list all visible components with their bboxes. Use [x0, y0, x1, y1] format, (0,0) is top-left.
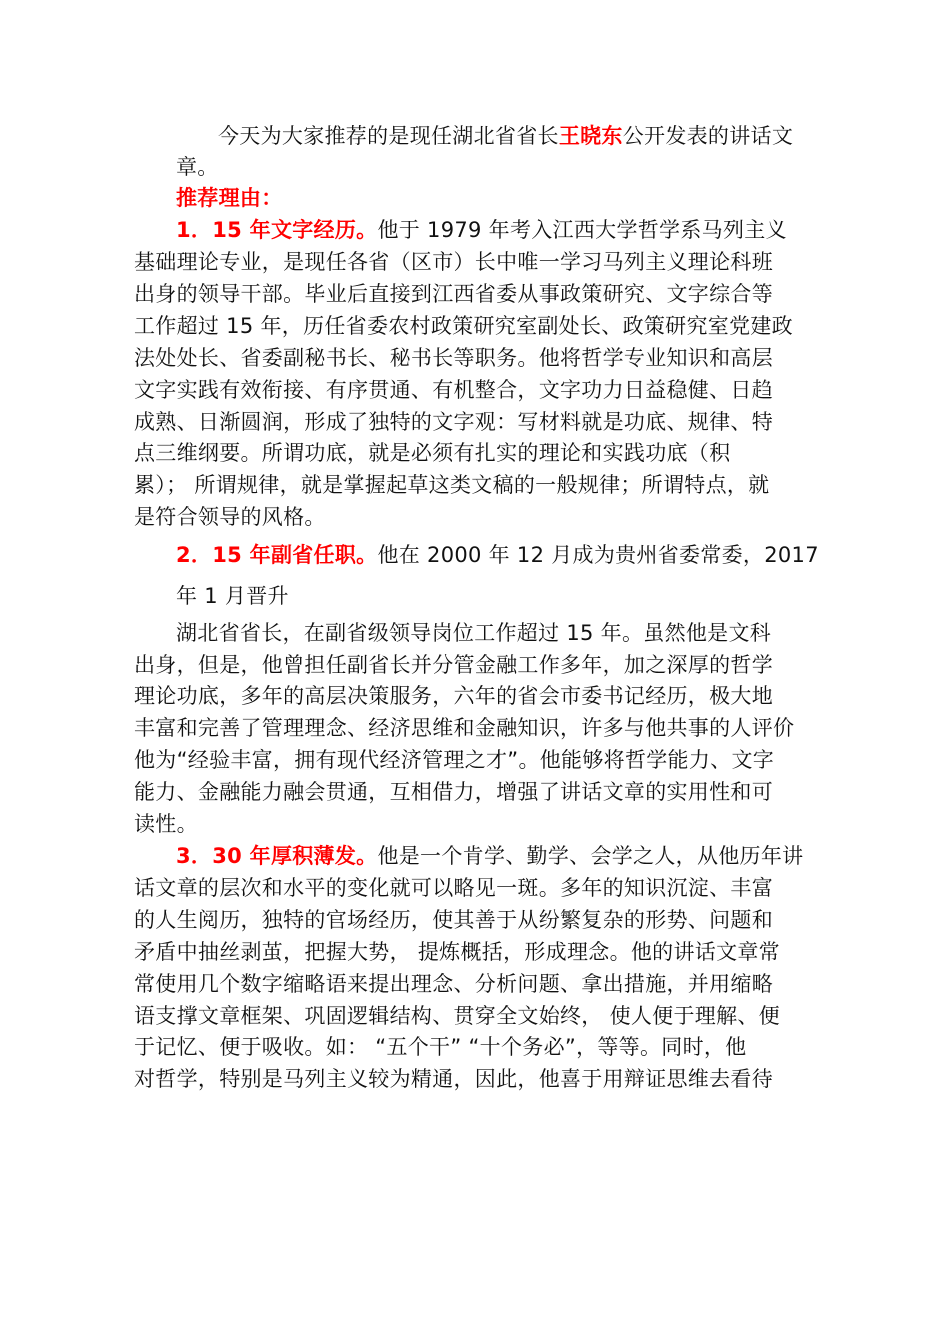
reason-2-line: 他为“经验丰富，拥有现代经济管理之才”。他能够将哲学能力、文字 — [134, 748, 775, 772]
reason-2-line: 丰富和完善了管理理念、经济思维和金融知识，许多与他共事的人评价 — [134, 716, 795, 740]
governor-name: 王晓东 — [558, 124, 623, 148]
reason-2-first-line — [176, 540, 819, 570]
reason-3-line: 语支撑文章框架、巩固逻辑结构、贯穿全文始终， 使人便于理解、便 — [134, 1004, 780, 1028]
reason-1-line: 成熟、日渐圆润，形成了独特的文字观：写材料就是功底、规律、特 — [134, 410, 773, 434]
reason-2-line: 能力、金融能力融会贯通，互相借力，增强了讲话文章的实用性和可 — [134, 780, 773, 804]
reason-2-line: 湖北省省长，在副省级领导岗位工作超过 15 年。虽然他是文科 — [176, 621, 772, 645]
intro-text-end: 公开发表的讲话文 — [622, 124, 794, 148]
reason-1-line: 是符合领导的风格。 — [134, 505, 326, 529]
intro-text: 今天为大家推荐的是现任湖北省省长 — [218, 124, 559, 148]
reason-2-line: 读性。 — [134, 812, 198, 836]
reason-1-line: 基础理论专业，是现任各省（区市）长中唯一学习马列主义理论科班 — [134, 250, 773, 274]
reason-3-text: 他是一个肯学、勤学、会学之人，从他历年讲 — [377, 844, 804, 868]
reason-1-line: 法处处长、省委副秘书长、秘书长等职务。他将哲学专业知识和高层 — [134, 346, 773, 370]
reason-1-line: 出身的领导干部。毕业后直接到江西省委从事政策研究、文字综合等 — [134, 282, 773, 306]
reason-2-text: 他在 2000 年 12 月成为贵州省委常委，2017 — [377, 543, 819, 567]
reason-1-line: 累）； 所谓规律，就是掌握起草这类文稿的一般规律；所谓特点，就 — [134, 473, 770, 497]
reason-1-line: 文字实践有效衔接、有序贯通、有机整合，文字功力日益稳健、日趋 — [134, 378, 773, 402]
reason-1-text: 他于 1979 年考入江西大学哲学系马列主义 — [377, 218, 787, 242]
reason-3-line: 的人生阅历，独特的官场经历，使其善于从纷繁复杂的形势、问题和 — [134, 908, 773, 932]
reason-3-line: 于记忆、便于吸收。如： “五个干” “十个务必”，等等。同时，他 — [134, 1035, 747, 1059]
reason-3-line: 常使用几个数字缩略语来提出理念、分析问题、拿出措施，并用缩略 — [134, 972, 773, 996]
intro-line-1 — [218, 121, 793, 151]
reason-2-line: 理论功底，多年的高层决策服务，六年的省会市委书记经历，极大地 — [134, 684, 773, 708]
reason-1-line: 工作超过 15 年，历任省委农村政策研究室副处长、政策研究室党建政 — [134, 314, 793, 338]
intro-line-2: 章。 — [176, 155, 219, 179]
reason-1-first-line — [176, 215, 787, 245]
reason-2-line: 出身，但是，他曾担任副省长并分管金融工作多年，加之深厚的哲学 — [134, 653, 773, 677]
reason-3-line: 话文章的层次和水平的变化就可以略见一斑。多年的知识沉淀、丰富 — [134, 876, 773, 900]
reason-3-line: 矛盾中抽丝剥茧，把握大势， 提炼概括，形成理念。他的讲话文章常 — [134, 940, 780, 964]
reason-3-heading: 3．30 年厚积薄发。 — [176, 844, 378, 868]
reason-1-line: 点三维纲要。所谓功底，就是必须有扎实的理论和实践功底（积 — [134, 441, 731, 465]
reason-2-line: 年 1 月晋升 — [176, 584, 289, 608]
reason-2-heading: 2．15 年副省任职。 — [176, 543, 378, 567]
reason-1-heading: 1．15 年文字经历。 — [176, 218, 378, 242]
reason-3-line: 对哲学，特别是马列主义较为精通，因此，他喜于用辩证思维去看待 — [134, 1067, 773, 1091]
reason-3-first-line — [176, 841, 803, 871]
reasons-heading: 推荐理由： — [176, 186, 283, 210]
